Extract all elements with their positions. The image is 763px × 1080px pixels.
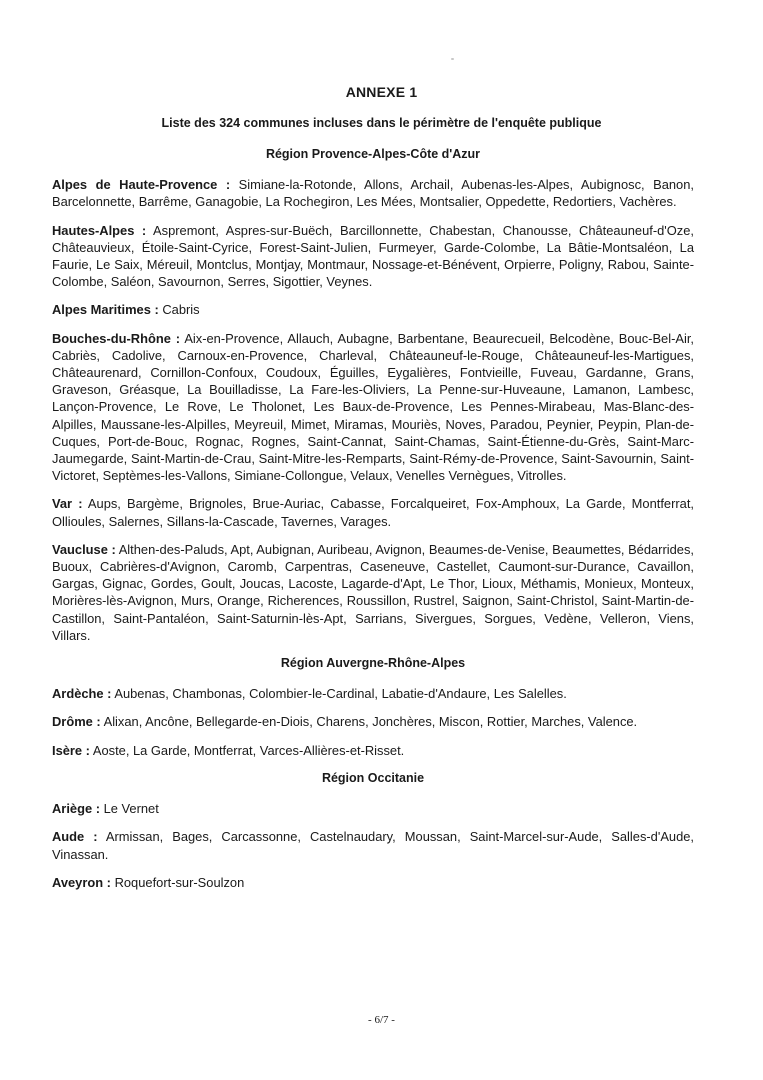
- commune-list: Le Vernet: [103, 801, 159, 817]
- department-name: Aude :: [52, 829, 98, 845]
- department-paragraph: [52, 222, 694, 291]
- department-paragraph: [52, 330, 694, 485]
- department-paragraph: [52, 176, 694, 210]
- commune-list: Alixan, Ancône, Bellegarde-en-Diois, Charens, Jonchères, Miscon, Rottier, Marches, Valence.: [103, 714, 638, 730]
- department-name: Bouches-du-Rhône :: [52, 330, 181, 346]
- page-number: - 6/7 -: [368, 1014, 395, 1026]
- department-paragraph: [52, 495, 694, 529]
- department-paragraph: [52, 685, 694, 702]
- region-heading-occitanie: Région Occitanie: [321, 770, 425, 785]
- commune-list: Aups, Bargème, Brignoles, Brue-Auriac, Cabasse, Forcalqueiret, Fox-Amphoux, La Garde, Montferrat, Ollioules, Salernes, Sillans-la-Cascade, Tavernes, Varages.: [52, 496, 694, 529]
- commune-list: Aspremont, Aspres-sur-Buëch, Barcillonnette, Chabestan, Chanousse, Châteauneuf-d'Oze, Châteauvieux, Étoile-Saint-Cyrice, Forest-Saint-Julien, Furmeyer, Garde-Colombe, La Bâtie-Montsaléon, La Faurie, Le Saix, Méreuil, Montclus, Montjay, Montmaur, Nossage-et-Bénévent, Orpierre, Poligny, Rabou, Sainte-Colombe, Saléon, Savournon, Serres, Sigottier, Veynes.: [52, 222, 694, 290]
- region-heading-auvergne-rhone-alpes: Région Auvergne-Rhône-Alpes: [280, 656, 466, 671]
- document-body: [52, 146, 694, 902]
- department-paragraph: [52, 541, 694, 644]
- commune-list: Althen-des-Paluds, Apt, Aubignan, Auribeau, Avignon, Beaumes-de-Venise, Beaumettes, Bédarrides, Buoux, Cabrières-d'Avignon, Caromb, Carpentras, Caseneuve, Castellet, Caumont-sur-Durance, Cavaillon, Gargas, Gignac, Gordes, Goult, Joucas, Lacoste, Lagarde-d'Apt, Le Thor, Lioux, Méthamis, Monieux, Monteux, Morières-lès-Avignon, Murs, Orange, Richerences, Roussillon, Rustrel, Saignon, Saint-Christol, Saint-Martin-de-Castillon, Saint-Pantaléon, Saint-Saturnin-lès-Apt, Sarrians, Sivergues, Sorgues, Vedène, Velleron, Viens, Villars.: [52, 541, 694, 643]
- commune-list: Simiane-la-Rotonde, Allons, Archail, Aubenas-les-Alpes, Aubignosc, Banon, Barcelonnette, Barrême, Ganagobie, La Rochegiron, Les Mées, Montsalier, Oppedette, Redortiers, Vachères.: [52, 177, 694, 210]
- department-name: Drôme :: [52, 714, 101, 730]
- department-paragraph: [52, 301, 694, 318]
- commune-list: Aubenas, Chambonas, Colombier-le-Cardinal, Labatie-d'Andaure, Les Salelles.: [114, 686, 567, 702]
- department-name: Hautes-Alpes :: [52, 222, 147, 238]
- region-heading-paca: Région Provence-Alpes-Côte d'Azur: [265, 147, 481, 161]
- department-paragraph: [52, 800, 694, 817]
- department-name: Alpes Maritimes :: [52, 302, 159, 318]
- document-subtitle: Liste des 324 communes incluses dans le périmètre de l'enquête publique: [161, 116, 602, 130]
- department-name: Ardèche :: [52, 686, 112, 702]
- department-name: Aveyron :: [52, 874, 111, 890]
- commune-list: Roquefort-sur-Soulzon: [114, 874, 245, 890]
- annex-title: ANNEXE 1: [345, 84, 418, 100]
- department-name: Var :: [52, 496, 83, 512]
- department-paragraph: [52, 828, 694, 862]
- commune-list: Cabris: [162, 302, 200, 318]
- commune-list: Aix-en-Provence, Allauch, Aubagne, Barbentane, Beaurecueil, Belcodène, Bouc-Bel-Air, Cabriès, Cadolive, Carnoux-en-Provence, Charleval, Châteauneuf-le-Rouge, Châteauneuf-les-Martigues, Châteaurenard, Cornillon-Confoux, Coudoux, Éguilles, Eygalières, Fontvieille, Fuveau, Gardanne, Grans, Graveson, Gréasque, La Bouilladisse, La Fare-les-Oliviers, La Penne-sur-Huveaune, Lamanon, Lambesc, Lançon-Provence, Le Rove, Le Tholonet, Les Baux-de-Provence, Les Pennes-Mirabeau, Mas-Blanc-des-Alpilles, Maussane-les-Alpilles, Meyreuil, Mimet, Miramas, Mouriès, Noves, Paradou, Peynier, Peypin, Plan-de-Cuques, Port-de-Bouc, Rognac, Rognes, Saint-Cannat, Saint-Chamas, Saint-Étienne-du-Grès, Saint-Marc-Jaumegarde, Saint-Martin-de-Crau, Saint-Mitre-les-Remparts, Saint-Rémy-de-Provence, Saint-Savournin, Saint-Victoret, Septèmes-les-Vallons, Simiane-Collongue, Velaux, Venelles Vernègues, Vitrolles.: [52, 330, 694, 484]
- scan-speck: [451, 58, 454, 60]
- department-paragraph: [52, 874, 694, 891]
- department-name: Ariège :: [52, 801, 100, 817]
- department-paragraph: [52, 713, 694, 730]
- department-name: Alpes de Haute-Provence :: [52, 177, 231, 193]
- department-name: Vaucluse :: [52, 541, 116, 557]
- department-name: Isère :: [52, 742, 90, 758]
- commune-list: Aoste, La Garde, Montferrat, Varces-Allières-et-Risset.: [92, 742, 405, 758]
- department-paragraph: [52, 742, 694, 759]
- commune-list: Armissan, Bages, Carcassonne, Castelnaudary, Moussan, Saint-Marcel-sur-Aude, Salles-d'Aude, Vinassan.: [52, 829, 695, 862]
